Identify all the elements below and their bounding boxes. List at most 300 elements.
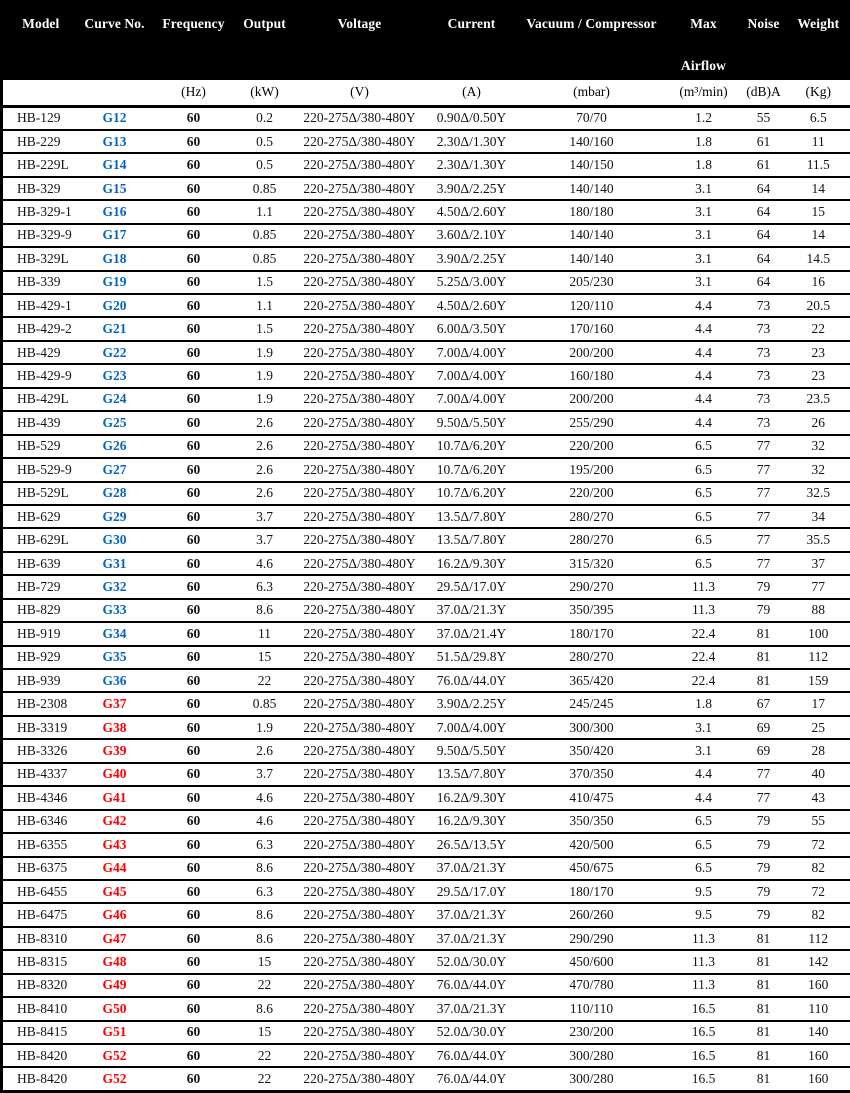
cell-vacuum-compressor: 350/420: [517, 739, 667, 762]
cell-noise: 81: [741, 1021, 787, 1044]
cell-output: 4.6: [237, 786, 293, 809]
cell-max-airflow: 6.5: [667, 857, 741, 880]
cell-output: 8.6: [237, 903, 293, 926]
cell-weight: 20.5: [787, 294, 850, 317]
cell-output: 2.6: [237, 458, 293, 481]
cell-max-airflow: 11.3: [667, 575, 741, 598]
cell-curve-no-link[interactable]: G45: [79, 880, 151, 903]
cell-noise: 77: [741, 786, 787, 809]
cell-frequency: 60: [151, 857, 237, 880]
cell-noise: 81: [741, 997, 787, 1020]
cell-voltage: 220-275Δ/380-480Y: [293, 1067, 427, 1091]
cell-weight: 35.5: [787, 528, 850, 551]
cell-frequency: 60: [151, 880, 237, 903]
cell-weight: 82: [787, 857, 850, 880]
cell-curve-no-link[interactable]: G50: [79, 997, 151, 1020]
cell-current: 16.2Δ/9.30Y: [427, 786, 517, 809]
cell-vacuum-compressor: 365/420: [517, 669, 667, 692]
cell-current: 76.0Δ/44.0Y: [427, 974, 517, 997]
cell-curve-no-link[interactable]: G35: [79, 646, 151, 669]
cell-noise: 69: [741, 739, 787, 762]
cell-voltage: 220-275Δ/380-480Y: [293, 669, 427, 692]
cell-model: HB-8320: [2, 974, 79, 997]
cell-vacuum-compressor: 160/180: [517, 364, 667, 387]
table-row: [2, 833, 850, 856]
cell-vacuum-compressor: 300/280: [517, 1067, 667, 1091]
cell-current: 10.7Δ/6.20Y: [427, 482, 517, 505]
cell-model: HB-229L: [2, 153, 79, 176]
cell-frequency: 60: [151, 458, 237, 481]
cell-curve-no-link[interactable]: G44: [79, 857, 151, 880]
cell-frequency: 60: [151, 1021, 237, 1044]
cell-current: 4.50Δ/2.60Y: [427, 294, 517, 317]
cell-frequency: 60: [151, 575, 237, 598]
cell-curve-no-link[interactable]: G21: [79, 317, 151, 340]
unit-weight: (Kg): [787, 80, 850, 107]
cell-voltage: 220-275Δ/380-480Y: [293, 271, 427, 294]
cell-frequency: 60: [151, 271, 237, 294]
cell-weight: 160: [787, 1067, 850, 1091]
cell-curve-no-link[interactable]: G24: [79, 388, 151, 411]
unit-max-airflow: (m³/min): [667, 80, 741, 107]
cell-vacuum-compressor: 300/280: [517, 1044, 667, 1067]
cell-max-airflow: 11.3: [667, 599, 741, 622]
cell-vacuum-compressor: 140/160: [517, 130, 667, 153]
cell-output: 8.6: [237, 997, 293, 1020]
cell-output: 6.3: [237, 880, 293, 903]
cell-voltage: 220-275Δ/380-480Y: [293, 763, 427, 786]
cell-max-airflow: 16.5: [667, 1021, 741, 1044]
cell-max-airflow: 6.5: [667, 505, 741, 528]
col-header-current: Current: [427, 2, 517, 80]
cell-noise: 73: [741, 364, 787, 387]
cell-weight: 14: [787, 177, 850, 200]
cell-curve-no-link[interactable]: G13: [79, 130, 151, 153]
table-row: [2, 575, 850, 598]
cell-weight: 25: [787, 716, 850, 739]
cell-voltage: 220-275Δ/380-480Y: [293, 997, 427, 1020]
cell-curve-no-link[interactable]: G52: [79, 1044, 151, 1067]
cell-curve-no-link[interactable]: G32: [79, 575, 151, 598]
cell-frequency: 60: [151, 810, 237, 833]
cell-vacuum-compressor: 205/230: [517, 271, 667, 294]
cell-frequency: 60: [151, 364, 237, 387]
cell-vacuum-compressor: 290/290: [517, 927, 667, 950]
cell-curve-no-link[interactable]: G27: [79, 458, 151, 481]
cell-vacuum-compressor: 180/170: [517, 880, 667, 903]
table-row: [2, 903, 850, 926]
cell-curve-no-link[interactable]: G47: [79, 927, 151, 950]
cell-vacuum-compressor: 280/270: [517, 505, 667, 528]
cell-current: 3.90Δ/2.25Y: [427, 692, 517, 715]
cell-noise: 79: [741, 857, 787, 880]
cell-current: 37.0Δ/21.3Y: [427, 903, 517, 926]
table-row: [2, 271, 850, 294]
cell-output: 3.7: [237, 528, 293, 551]
max-airflow-line2: Airflow: [681, 58, 726, 73]
cell-current: 51.5Δ/29.8Y: [427, 646, 517, 669]
cell-output: 1.9: [237, 341, 293, 364]
cell-frequency: 60: [151, 950, 237, 973]
table-row: [2, 669, 850, 692]
cell-current: 37.0Δ/21.4Y: [427, 622, 517, 645]
cell-frequency: 60: [151, 200, 237, 223]
cell-weight: 23: [787, 341, 850, 364]
cell-weight: 23: [787, 364, 850, 387]
cell-curve-no-link[interactable]: G39: [79, 739, 151, 762]
cell-output: 3.7: [237, 763, 293, 786]
cell-curve-no-link[interactable]: G46: [79, 903, 151, 926]
cell-weight: 15: [787, 200, 850, 223]
cell-voltage: 220-275Δ/380-480Y: [293, 247, 427, 270]
cell-voltage: 220-275Δ/380-480Y: [293, 200, 427, 223]
cell-weight: 140: [787, 1021, 850, 1044]
cell-weight: 11: [787, 130, 850, 153]
cell-noise: 79: [741, 833, 787, 856]
cell-voltage: 220-275Δ/380-480Y: [293, 1044, 427, 1067]
cell-noise: 77: [741, 763, 787, 786]
table-row: [2, 716, 850, 739]
cell-voltage: 220-275Δ/380-480Y: [293, 786, 427, 809]
cell-current: 2.30Δ/1.30Y: [427, 130, 517, 153]
cell-vacuum-compressor: 180/170: [517, 622, 667, 645]
cell-max-airflow: 16.5: [667, 997, 741, 1020]
cell-curve-no-link[interactable]: G12: [79, 107, 151, 130]
table-row: [2, 1067, 850, 1091]
cell-curve-no-link[interactable]: G40: [79, 763, 151, 786]
col-header-max-airflow: [667, 2, 741, 80]
cell-voltage: 220-275Δ/380-480Y: [293, 575, 427, 598]
cell-curve-no-link[interactable]: G38: [79, 716, 151, 739]
cell-voltage: 220-275Δ/380-480Y: [293, 177, 427, 200]
cell-model: HB-429L: [2, 388, 79, 411]
cell-output: 22: [237, 1044, 293, 1067]
cell-current: 26.5Δ/13.5Y: [427, 833, 517, 856]
cell-frequency: 60: [151, 716, 237, 739]
cell-model: HB-6375: [2, 857, 79, 880]
table-row: [2, 341, 850, 364]
cell-noise: 61: [741, 153, 787, 176]
cell-curve-no-link[interactable]: G14: [79, 153, 151, 176]
cell-noise: 79: [741, 810, 787, 833]
cell-weight: 14: [787, 224, 850, 247]
cell-frequency: 60: [151, 107, 237, 130]
cell-voltage: 220-275Δ/380-480Y: [293, 153, 427, 176]
cell-curve-no-link[interactable]: G15: [79, 177, 151, 200]
cell-max-airflow: 6.5: [667, 552, 741, 575]
unit-vacuum-compressor: (mbar): [517, 80, 667, 107]
cell-curve-no-link[interactable]: G23: [79, 364, 151, 387]
table-row: [2, 317, 850, 340]
cell-noise: 73: [741, 388, 787, 411]
table-row: [2, 153, 850, 176]
cell-output: 1.5: [237, 317, 293, 340]
cell-model: HB-439: [2, 411, 79, 434]
table-row: [2, 810, 850, 833]
unit-current: (A): [427, 80, 517, 107]
cell-voltage: 220-275Δ/380-480Y: [293, 317, 427, 340]
cell-output: 8.6: [237, 927, 293, 950]
cell-voltage: 220-275Δ/380-480Y: [293, 974, 427, 997]
cell-model: HB-8315: [2, 950, 79, 973]
cell-weight: 159: [787, 669, 850, 692]
cell-current: 16.2Δ/9.30Y: [427, 552, 517, 575]
cell-max-airflow: 11.3: [667, 950, 741, 973]
cell-max-airflow: 3.1: [667, 716, 741, 739]
cell-model: HB-4346: [2, 786, 79, 809]
cell-vacuum-compressor: 140/150: [517, 153, 667, 176]
cell-current: 7.00Δ/4.00Y: [427, 341, 517, 364]
cell-max-airflow: 6.5: [667, 482, 741, 505]
cell-current: 29.5Δ/17.0Y: [427, 880, 517, 903]
cell-noise: 81: [741, 646, 787, 669]
table-row: [2, 411, 850, 434]
cell-weight: 40: [787, 763, 850, 786]
cell-frequency: 60: [151, 763, 237, 786]
cell-current: 29.5Δ/17.0Y: [427, 575, 517, 598]
cell-model: HB-429-9: [2, 364, 79, 387]
col-header-noise: Noise: [741, 2, 787, 80]
cell-output: 6.3: [237, 575, 293, 598]
cell-max-airflow: 4.4: [667, 763, 741, 786]
cell-vacuum-compressor: 470/780: [517, 974, 667, 997]
cell-curve-no-link[interactable]: G16: [79, 200, 151, 223]
cell-curve-no-link[interactable]: G41: [79, 786, 151, 809]
cell-vacuum-compressor: 450/675: [517, 857, 667, 880]
cell-frequency: 60: [151, 786, 237, 809]
cell-noise: 81: [741, 622, 787, 645]
cell-weight: 34: [787, 505, 850, 528]
cell-weight: 88: [787, 599, 850, 622]
cell-frequency: 60: [151, 903, 237, 926]
cell-max-airflow: 1.8: [667, 153, 741, 176]
cell-model: HB-329-1: [2, 200, 79, 223]
cell-voltage: 220-275Δ/380-480Y: [293, 599, 427, 622]
unit-voltage: (V): [293, 80, 427, 107]
cell-output: 2.6: [237, 482, 293, 505]
cell-current: 37.0Δ/21.3Y: [427, 599, 517, 622]
table-row: [2, 505, 850, 528]
cell-noise: 64: [741, 271, 787, 294]
cell-voltage: 220-275Δ/380-480Y: [293, 482, 427, 505]
cell-frequency: 60: [151, 646, 237, 669]
table-row: [2, 739, 850, 762]
cell-output: 15: [237, 950, 293, 973]
cell-output: 4.6: [237, 810, 293, 833]
cell-voltage: 220-275Δ/380-480Y: [293, 341, 427, 364]
cell-vacuum-compressor: 315/320: [517, 552, 667, 575]
table-row: [2, 974, 850, 997]
cell-output: 22: [237, 1067, 293, 1091]
cell-voltage: 220-275Δ/380-480Y: [293, 716, 427, 739]
cell-noise: 77: [741, 482, 787, 505]
cell-output: 22: [237, 669, 293, 692]
cell-noise: 77: [741, 552, 787, 575]
cell-curve-no-link[interactable]: G31: [79, 552, 151, 575]
cell-curve-no-link[interactable]: G52: [79, 1067, 151, 1091]
cell-vacuum-compressor: 420/500: [517, 833, 667, 856]
cell-curve-no-link[interactable]: G37: [79, 692, 151, 715]
col-header-curve-no: Curve No.: [79, 2, 151, 80]
cell-current: 52.0Δ/30.0Y: [427, 950, 517, 973]
cell-weight: 23.5: [787, 388, 850, 411]
cell-vacuum-compressor: 280/270: [517, 528, 667, 551]
cell-vacuum-compressor: 70/70: [517, 107, 667, 130]
cell-model: HB-829: [2, 599, 79, 622]
col-header-model: Model: [2, 2, 79, 80]
col-header-vacuum-compressor: Vacuum / Compressor: [517, 2, 667, 80]
cell-curve-no-link[interactable]: G19: [79, 271, 151, 294]
cell-voltage: 220-275Δ/380-480Y: [293, 646, 427, 669]
table-row: [2, 388, 850, 411]
cell-max-airflow: 1.2: [667, 107, 741, 130]
cell-current: 37.0Δ/21.3Y: [427, 857, 517, 880]
cell-curve-no-link[interactable]: G29: [79, 505, 151, 528]
cell-output: 0.85: [237, 224, 293, 247]
cell-max-airflow: 22.4: [667, 646, 741, 669]
cell-weight: 16: [787, 271, 850, 294]
cell-curve-no-link[interactable]: G26: [79, 435, 151, 458]
cell-noise: 79: [741, 599, 787, 622]
table-row: [2, 997, 850, 1020]
cell-curve-no-link[interactable]: G34: [79, 622, 151, 645]
cell-frequency: 60: [151, 669, 237, 692]
cell-voltage: 220-275Δ/380-480Y: [293, 903, 427, 926]
cell-model: HB-329: [2, 177, 79, 200]
table-row: [2, 1021, 850, 1044]
cell-noise: 77: [741, 458, 787, 481]
cell-voltage: 220-275Δ/380-480Y: [293, 950, 427, 973]
cell-vacuum-compressor: 255/290: [517, 411, 667, 434]
cell-max-airflow: 4.4: [667, 786, 741, 809]
cell-curve-no-link[interactable]: G22: [79, 341, 151, 364]
cell-output: 0.85: [237, 692, 293, 715]
cell-output: 3.7: [237, 505, 293, 528]
cell-weight: 160: [787, 974, 850, 997]
table-row: [2, 458, 850, 481]
cell-max-airflow: 3.1: [667, 247, 741, 270]
cell-voltage: 220-275Δ/380-480Y: [293, 107, 427, 130]
cell-curve-no-link[interactable]: G20: [79, 294, 151, 317]
cell-noise: 77: [741, 505, 787, 528]
cell-output: 15: [237, 1021, 293, 1044]
cell-current: 37.0Δ/21.3Y: [427, 997, 517, 1020]
cell-curve-no-link[interactable]: G33: [79, 599, 151, 622]
cell-curve-no-link[interactable]: G30: [79, 528, 151, 551]
cell-voltage: 220-275Δ/380-480Y: [293, 130, 427, 153]
cell-curve-no-link[interactable]: G25: [79, 411, 151, 434]
cell-frequency: 60: [151, 599, 237, 622]
cell-current: 7.00Δ/4.00Y: [427, 388, 517, 411]
cell-current: 2.30Δ/1.30Y: [427, 153, 517, 176]
cell-frequency: 60: [151, 341, 237, 364]
cell-curve-no-link[interactable]: G17: [79, 224, 151, 247]
cell-curve-no-link[interactable]: G43: [79, 833, 151, 856]
cell-weight: 112: [787, 646, 850, 669]
cell-model: HB-8415: [2, 1021, 79, 1044]
cell-vacuum-compressor: 450/600: [517, 950, 667, 973]
cell-weight: 72: [787, 880, 850, 903]
cell-model: HB-629L: [2, 528, 79, 551]
cell-frequency: 60: [151, 224, 237, 247]
cell-model: HB-529-9: [2, 458, 79, 481]
cell-max-airflow: 4.4: [667, 341, 741, 364]
cell-current: 10.7Δ/6.20Y: [427, 458, 517, 481]
cell-weight: 142: [787, 950, 850, 973]
table-row: [2, 107, 850, 130]
cell-noise: 69: [741, 716, 787, 739]
cell-voltage: 220-275Δ/380-480Y: [293, 224, 427, 247]
cell-voltage: 220-275Δ/380-480Y: [293, 622, 427, 645]
cell-current: 9.50Δ/5.50Y: [427, 739, 517, 762]
cell-output: 2.6: [237, 411, 293, 434]
table-row: [2, 763, 850, 786]
cell-voltage: 220-275Δ/380-480Y: [293, 505, 427, 528]
cell-vacuum-compressor: 180/180: [517, 200, 667, 223]
cell-voltage: 220-275Δ/380-480Y: [293, 552, 427, 575]
cell-current: 4.50Δ/2.60Y: [427, 200, 517, 223]
cell-voltage: 220-275Δ/380-480Y: [293, 692, 427, 715]
cell-curve-no-link[interactable]: G18: [79, 247, 151, 270]
table-row: [2, 786, 850, 809]
cell-noise: 79: [741, 903, 787, 926]
cell-curve-no-link[interactable]: G36: [79, 669, 151, 692]
cell-frequency: 60: [151, 997, 237, 1020]
cell-current: 7.00Δ/4.00Y: [427, 716, 517, 739]
cell-max-airflow: 16.5: [667, 1044, 741, 1067]
cell-curve-no-link[interactable]: G28: [79, 482, 151, 505]
cell-noise: 81: [741, 669, 787, 692]
cell-max-airflow: 3.1: [667, 224, 741, 247]
units-row: [2, 80, 850, 107]
cell-model: HB-8420: [2, 1067, 79, 1091]
cell-model: HB-329-9: [2, 224, 79, 247]
cell-vacuum-compressor: 200/200: [517, 341, 667, 364]
cell-weight: 37: [787, 552, 850, 575]
cell-weight: 22: [787, 317, 850, 340]
cell-max-airflow: 6.5: [667, 810, 741, 833]
cell-noise: 64: [741, 177, 787, 200]
cell-noise: 64: [741, 200, 787, 223]
cell-curve-no-link[interactable]: G48: [79, 950, 151, 973]
cell-noise: 81: [741, 1067, 787, 1091]
cell-current: 7.00Δ/4.00Y: [427, 364, 517, 387]
cell-frequency: 60: [151, 482, 237, 505]
cell-weight: 17: [787, 692, 850, 715]
cell-model: HB-429-1: [2, 294, 79, 317]
unit-model: [2, 80, 79, 107]
cell-current: 5.25Δ/3.00Y: [427, 271, 517, 294]
cell-vacuum-compressor: 120/110: [517, 294, 667, 317]
cell-weight: 32: [787, 458, 850, 481]
cell-curve-no-link[interactable]: G51: [79, 1021, 151, 1044]
cell-weight: 32: [787, 435, 850, 458]
cell-vacuum-compressor: 170/160: [517, 317, 667, 340]
cell-model: HB-429: [2, 341, 79, 364]
table-row: [2, 1044, 850, 1067]
cell-max-airflow: 4.4: [667, 411, 741, 434]
cell-output: 6.3: [237, 833, 293, 856]
cell-frequency: 60: [151, 130, 237, 153]
cell-curve-no-link[interactable]: G49: [79, 974, 151, 997]
table-row: [2, 599, 850, 622]
cell-voltage: 220-275Δ/380-480Y: [293, 1021, 427, 1044]
cell-frequency: 60: [151, 317, 237, 340]
table-row: [2, 435, 850, 458]
header-row: [2, 2, 850, 80]
cell-vacuum-compressor: 370/350: [517, 763, 667, 786]
cell-curve-no-link[interactable]: G42: [79, 810, 151, 833]
